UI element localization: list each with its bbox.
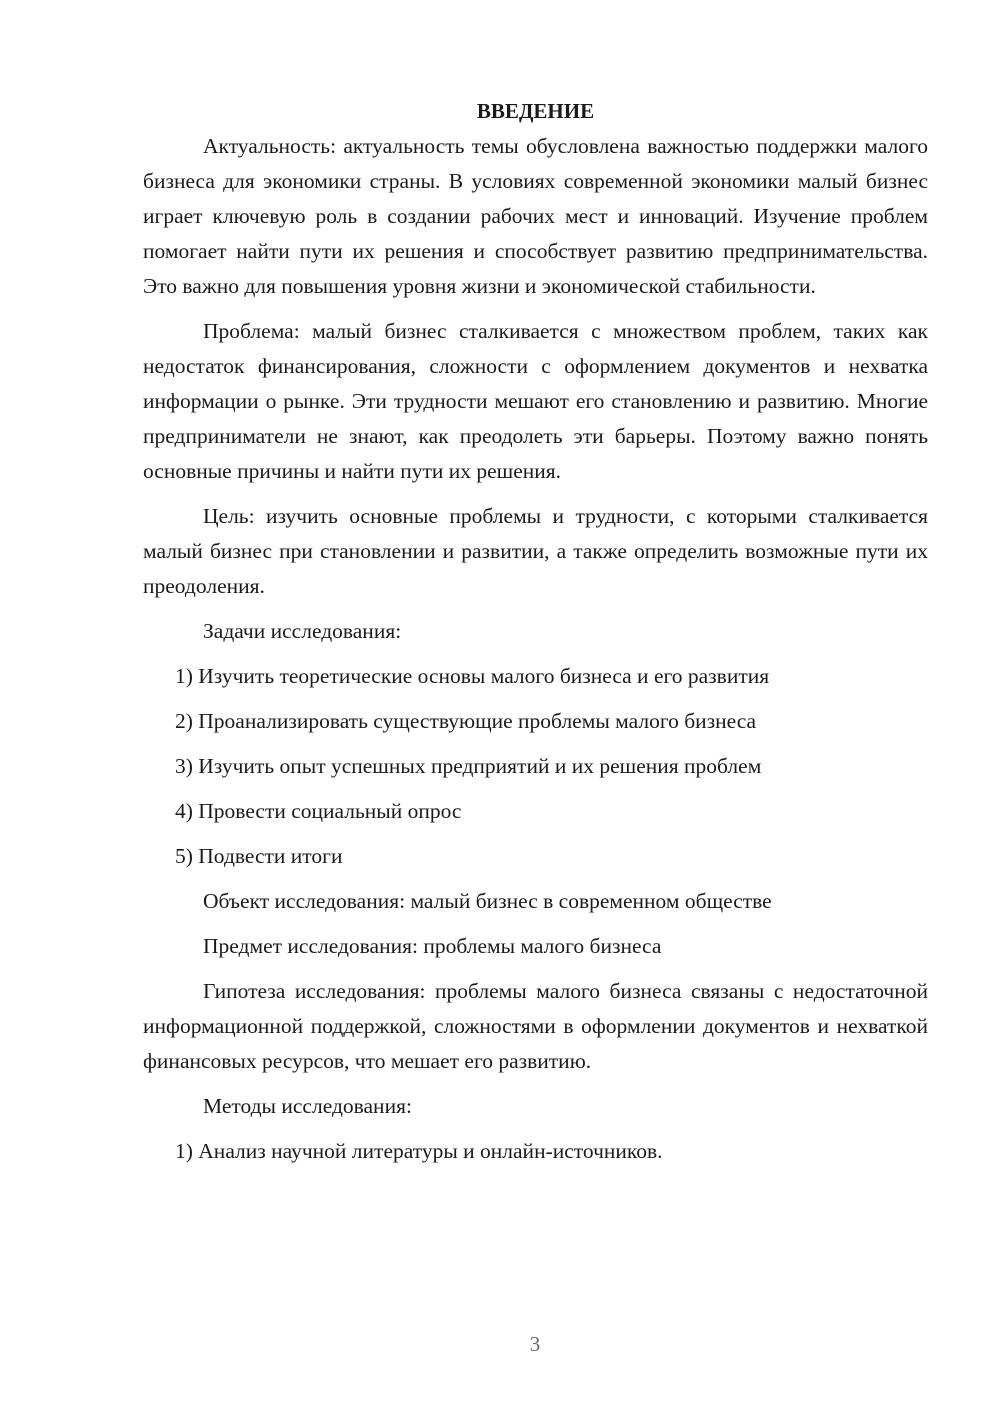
paragraph-relevance: Актуальность: актуальность темы обусловлена важностью поддержки малого бизнеса для экономики страны. В условиях современной экономики малый бизнес играет ключевую роль в создании рабочих мест и инноваций. Изучение проблем помогает найти пути их решения и способствует развитию предпринимательства. Это важно для повышения уровня жизни и экономической стабильности. [143,134,928,298]
tasks-heading: Задачи исследования: [203,619,402,643]
task-item-3: 3) Изучить опыт успешных предприятий и их решения проблем [175,754,762,778]
methods-heading: Методы исследования: [203,1094,412,1118]
section-title: ВВЕДЕНИЕ [476,99,595,123]
page-content [143,94,928,1169]
paragraph-problem: Проблема: малый бизнес сталкивается с множеством проблем, таких как недостаток финансирования, сложности с оформлением документов и нехватка информации о рынке. Эти трудности мешают его становлению и развитию. Многие предприниматели не знают, как преодолеть эти барьеры. Поэтому важно понять основные причины и найти пути их решения. [143,319,928,483]
task-item-4: 4) Провести социальный опрос [175,799,462,823]
task-item-5: 5) Подвести итоги [175,844,343,868]
research-object: Объект исследования: малый бизнес в современном обществе [203,889,772,913]
method-item-1: 1) Анализ научной литературы и онлайн-источников. [175,1139,663,1163]
research-hypothesis: Гипотеза исследования: проблемы малого бизнеса связаны с недостаточной информационной поддержкой, сложностями в оформлении документов и нехваткой финансовых ресурсов, что мешает его развитию. [143,979,928,1073]
page-number: 3 [529,1332,541,1356]
research-subject: Предмет исследования: проблемы малого бизнеса [203,934,662,958]
task-item-1: 1) Изучить теоретические основы малого бизнеса и его развития [175,664,770,688]
task-item-2: 2) Проанализировать существующие проблемы малого бизнеса [175,709,757,733]
paragraph-goal: Цель: изучить основные проблемы и трудности, с которыми сталкивается малый бизнес при становлении и развитии, а также определить возможные пути их преодоления. [143,504,928,598]
